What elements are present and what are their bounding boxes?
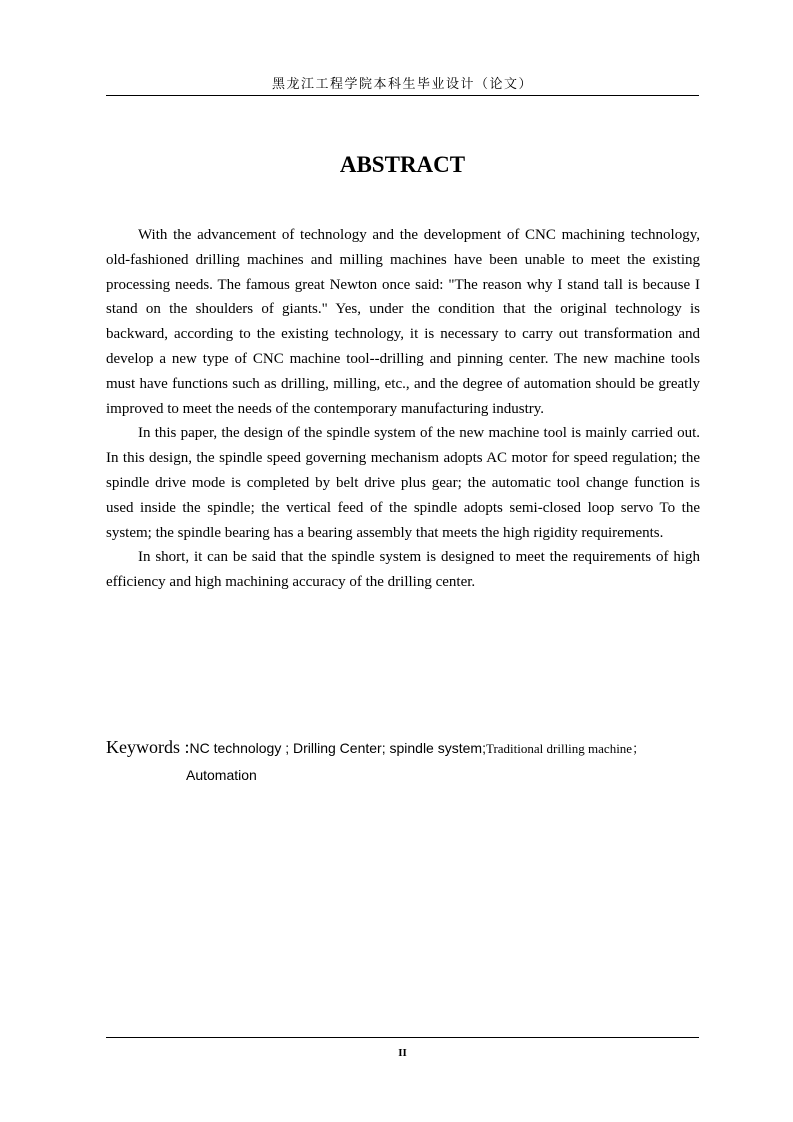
page-title: ABSTRACT [339, 152, 466, 177]
footer-divider [106, 1037, 699, 1038]
abstract-paragraph-2: In this paper, the design of the spindle system of the new machine tool is mainly carried out. In this design, the spindle speed governing mechanism adopts AC motor for speed regulation; the spindle drive mode is completed by belt drive plus gear; the automatic tool change function is used inside the spindle; the vertical feed of the spindle adopts semi-closed loop servo To the system; the spindle bearing has a bearing assembly that meets the high rigidity requirements. [106, 425, 700, 541]
keywords-label: Keywords : [106, 737, 190, 757]
running-header: 黑龙江工程学院本科生毕业设计（论文） [271, 77, 533, 92]
keywords-section [106, 734, 645, 787]
keywords-list: NC technology ; Drilling Center; spindle system; [189, 740, 486, 756]
page-number: II [398, 1047, 407, 1059]
header-divider [106, 95, 699, 96]
abstract-paragraph-3: In short, it can be said that the spindle system is designed to meet the requirements of high efficiency and high machining accuracy of the drilling center. [106, 549, 700, 591]
keywords-line-2: Automation [186, 767, 257, 783]
abstract-body [106, 223, 700, 595]
keywords-line-1 [106, 734, 645, 762]
keywords-list-continued: Traditional drilling machine； [485, 741, 646, 756]
abstract-paragraph-1: With the advancement of technology and the development of CNC machining technology, old-fashioned drilling machines and milling machines have been unable to meet the existing processing needs. The famous great Newton once said: "The reason why I stand tall is because I stand on the shoulders of giants." Yes, under the condition that the original technology is backward, according to the existing technology, it is necessary to carry out transformation and develop a new type of CNC machine tool--drilling and pinning center. The new machine tools must have functions such as drilling, milling, etc., and the degree of automation should be greatly improved to meet the needs of the contemporary manufacturing industry. [106, 227, 700, 417]
